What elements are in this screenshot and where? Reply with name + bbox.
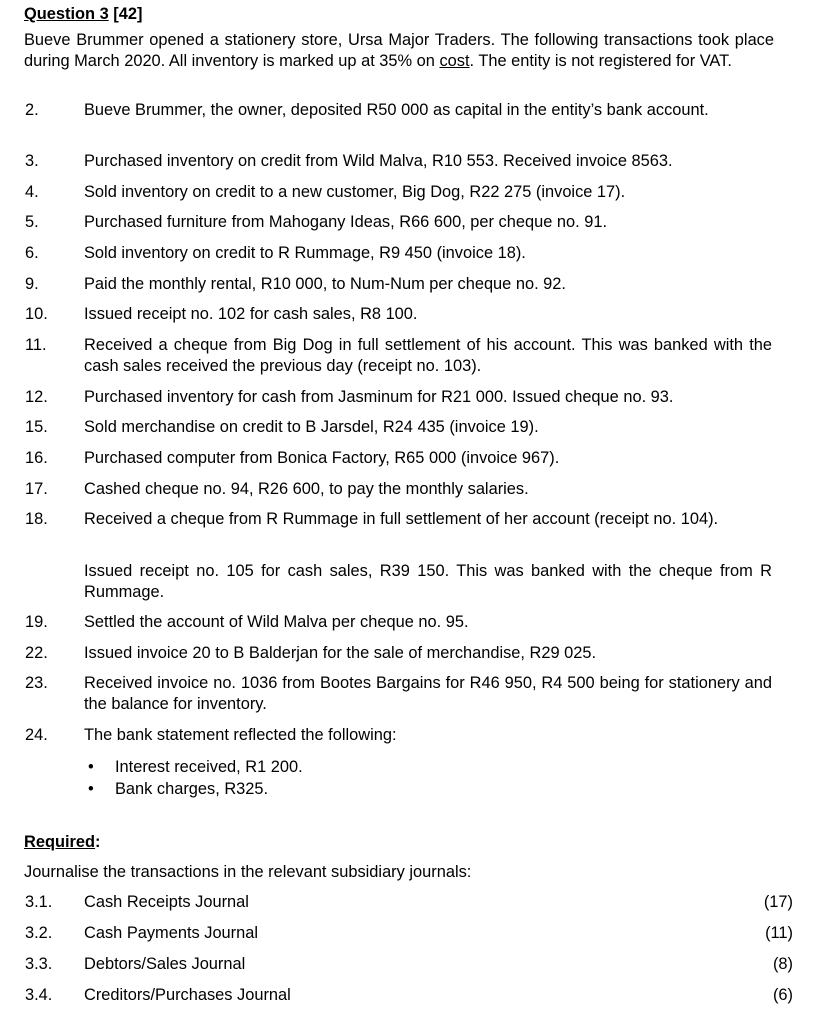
question-title: Question 3 — [24, 5, 109, 23]
transaction-day: 17. — [25, 480, 48, 498]
transaction-day: 10. — [25, 305, 48, 323]
required-colon: : — [95, 833, 101, 851]
question-marks: [42] — [113, 5, 143, 23]
transaction-day: 5. — [25, 213, 39, 231]
transaction-text: Paid the monthly rental, R10 000, to Num-Num per cheque no. 92. — [84, 275, 566, 293]
intro-cost-word: cost — [439, 52, 470, 70]
transaction-day: 23. — [25, 674, 48, 692]
transaction-day: 9. — [25, 275, 39, 293]
transaction-day: 16. — [25, 449, 48, 467]
transaction-day: 22. — [25, 644, 48, 662]
transaction-text: Received a cheque from R Rummage in full settlement of her account (receipt no. 104). — [84, 510, 719, 528]
task-text: Debtors/Sales Journal — [84, 955, 246, 973]
transaction-day: 12. — [25, 388, 48, 406]
transaction-text: Purchased inventory on credit from Wild Malva, R10 553. Received invoice 8563. — [84, 152, 673, 170]
task-text: Creditors/Purchases Journal — [84, 986, 291, 1004]
transaction-text: Issued receipt no. 105 for cash sales, R39 150. This was banked with the cheque from R Rummage. — [84, 562, 772, 601]
intro-paragraph — [24, 30, 774, 72]
transaction-day: 18. — [25, 510, 48, 528]
bullet-text: Interest received, R1 200. — [115, 758, 303, 776]
transaction-text: Purchased computer from Bonica Factory, R65 000 (invoice 967). — [84, 449, 560, 467]
question-heading — [24, 4, 142, 25]
transaction-text: Sold inventory on credit to R Rummage, R9 450 (invoice 18). — [84, 244, 526, 262]
bullet-text: Bank charges, R325. — [115, 780, 269, 798]
transaction-day: 24. — [25, 726, 48, 744]
transaction-text: Issued receipt no. 102 for cash sales, R8 100. — [84, 305, 418, 323]
transaction-text: Issued invoice 20 to B Balderjan for the sale of merchandise, R29 025. — [84, 644, 597, 662]
transaction-text: Settled the account of Wild Malva per cheque no. 95. — [84, 613, 469, 631]
transaction-text: Sold merchandise on credit to B Jarsdel, R24 435 (invoice 19). — [84, 418, 539, 436]
task-number: 3.1. — [25, 893, 53, 911]
bullet-symbol: • — [88, 780, 94, 798]
transaction-text: The bank statement reflected the following: — [84, 726, 397, 744]
task-text: Cash Payments Journal — [84, 924, 259, 942]
transaction-day: 6. — [25, 244, 39, 262]
transaction-text: Cashed cheque no. 94, R26 600, to pay the monthly salaries. — [84, 480, 529, 498]
transaction-text: Received a cheque from Big Dog in full settlement of his account. This was banked with the cash sales received the previous day (receipt no. 103). — [84, 336, 772, 375]
required-heading — [24, 832, 101, 853]
transaction-text: Purchased furniture from Mahogany Ideas, R66 600, per cheque no. 91. — [84, 213, 608, 231]
transaction-text: Purchased inventory for cash from Jasminum for R21 000. Issued cheque no. 93. — [84, 388, 674, 406]
transaction-day: 4. — [25, 183, 39, 201]
task-number: 3.4. — [25, 986, 53, 1004]
task-marks: (8) — [772, 955, 793, 973]
intro-text-1: Bueve Brummer opened a stationery store, Ursa Major Traders. The following transactions took place during March 2020. All inventory is marked up at 35% on — [24, 31, 774, 70]
bullet-symbol: • — [88, 758, 94, 776]
required-label: Required — [24, 833, 96, 851]
required-instruction: Journalise the transactions in the relevant subsidiary journals: — [24, 863, 472, 881]
transaction-day: 15. — [25, 418, 48, 436]
transaction-text: Received invoice no. 1036 from Bootes Bargains for R46 950, R4 500 being for stationery and the balance for inventory. — [84, 674, 772, 713]
task-text: Cash Receipts Journal — [84, 893, 249, 911]
task-marks: (11) — [765, 924, 793, 942]
task-number: 3.3. — [25, 955, 53, 973]
transaction-day: 11. — [25, 336, 47, 354]
transaction-day: 2. — [25, 101, 39, 119]
task-marks: (6) — [772, 986, 793, 1004]
intro-text-2: . The entity is not registered for VAT. — [469, 52, 732, 70]
transaction-day: 19. — [25, 613, 48, 631]
transaction-day: 3. — [25, 152, 39, 170]
task-number: 3.2. — [25, 924, 53, 942]
transaction-text: Sold inventory on credit to a new customer, Big Dog, R22 275 (invoice 17). — [84, 183, 626, 201]
task-marks: (17) — [763, 893, 793, 911]
transaction-text: Bueve Brummer, the owner, deposited R50 000 as capital in the entity’s bank account. — [84, 101, 709, 119]
